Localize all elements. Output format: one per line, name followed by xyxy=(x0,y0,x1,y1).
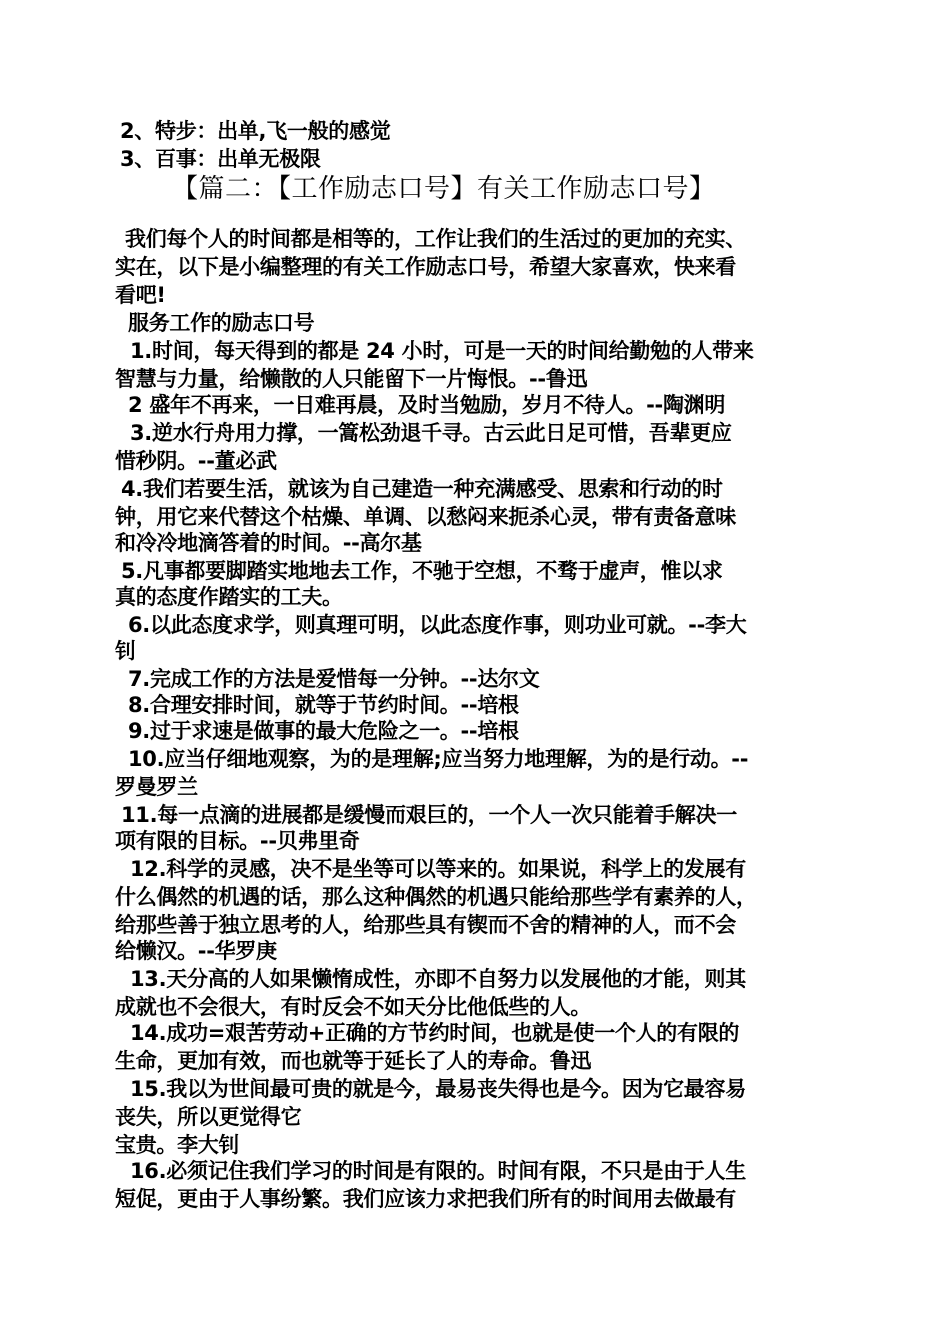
text-line: 10.应当仔细地观察，为的是理解;应当努力地理解，为的是行动。-- xyxy=(128,747,749,771)
text-line: 3.逆水行舟用力撑，一篙松劲退千寻。古云此日足可惜，吾辈更应 xyxy=(130,421,732,445)
text-line: 和冷冷地滴答着的时间。--高尔基 xyxy=(115,531,422,555)
text-line: 9.过于求速是做事的最大危险之一。--培根 xyxy=(128,719,519,743)
text-line: 11.每一点滴的进展都是缓慢而艰巨的，一个人一次只能着手解决一 xyxy=(121,803,737,827)
text-line: 1.时间，每天得到的都是 24 小时，可是一天的时间给勤勉的人带来 xyxy=(130,339,754,363)
section-heading: 【篇二：【工作励志口号】有关工作励志口号】 xyxy=(172,174,716,204)
text-line: 7.完成工作的方法是爱惜每一分钟。--达尔文 xyxy=(128,667,540,691)
text-line: 宝贵。李大钊 xyxy=(115,1133,240,1157)
text-line: 14.成功=艰苦劳动+正确的方节约时间，也就是使一个人的有限的 xyxy=(130,1021,740,1045)
text-line: 6.以此态度求学，则真理可明，以此态度作事，则功业可就。--李大 xyxy=(128,613,747,637)
text-line: 12.科学的灵感，决不是坐等可以等来的。如果说，科学上的发展有 xyxy=(130,857,746,881)
text-line: 成就也不会很大，有时反会不如天分比他低些的人。 xyxy=(115,995,592,1019)
text-line: 丧失，所以更觉得它 xyxy=(115,1105,302,1129)
text-line: 生命，更加有效，而也就等于延长了人的寿命。鲁迅 xyxy=(115,1049,592,1073)
text-line: 智慧与力量，给懒散的人只能留下一片悔恨。--鲁迅 xyxy=(115,367,588,391)
text-line: 服务工作的励志口号 xyxy=(128,311,315,335)
text-line: 16.必须记住我们学习的时间是有限的。时间有限，不只是由于人生 xyxy=(130,1159,746,1183)
text-line: 13.天分高的人如果懒惰成性，亦即不自努力以发展他的才能，则其 xyxy=(130,967,746,991)
text-line: 2、特步：出单,飞一般的感觉 xyxy=(120,119,391,143)
text-line: 5.凡事都要脚踏实地地去工作，不驰于空想，不骛于虚声，惟以求 xyxy=(121,559,723,583)
text-line: 4.我们若要生活，就该为自己建造一种充满感受、思索和行动的时 xyxy=(121,477,723,501)
text-line: 短促，更由于人事纷繁。我们应该力求把我们所有的时间用去做最有 xyxy=(115,1187,736,1211)
text-line: 什么偶然的机遇的话，那么这种偶然的机遇只能给那些学有素养的人， xyxy=(115,885,757,909)
text-line: 2 盛年不再来，一日难再晨，及时当勉励，岁月不待人。--陶渊明 xyxy=(128,393,726,417)
text-line: 真的态度作踏实的工夫。 xyxy=(115,585,343,609)
text-line: 钊 xyxy=(115,639,136,663)
text-line: 给那些善于独立思考的人，给那些具有锲而不舍的精神的人，而不会 xyxy=(115,913,736,937)
text-line: 看吧! xyxy=(115,283,166,307)
text-line: 钟，用它来代替这个枯燥、单调、以愁闷来扼杀心灵，带有责备意味 xyxy=(115,505,736,529)
text-line: 实在，以下是小编整理的有关工作励志口号，希望大家喜欢，快来看 xyxy=(115,255,736,279)
text-line: 罗曼罗兰 xyxy=(115,775,198,799)
text-line: 15.我以为世间最可贵的就是今，最易丧失得也是今。因为它最容易 xyxy=(130,1077,746,1101)
text-line: 8.合理安排时间，就等于节约时间。--培根 xyxy=(128,693,519,717)
text-line: 给懒汉。--华罗庚 xyxy=(115,939,277,963)
text-line: 项有限的目标。--贝弗里奇 xyxy=(115,829,360,853)
text-line: 我们每个人的时间都是相等的，工作让我们的生活过的更加的充实、 xyxy=(125,227,746,251)
text-line: 惜秒阴。--董必武 xyxy=(115,449,277,473)
text-line: 3、百事：出单无极限 xyxy=(120,147,321,171)
